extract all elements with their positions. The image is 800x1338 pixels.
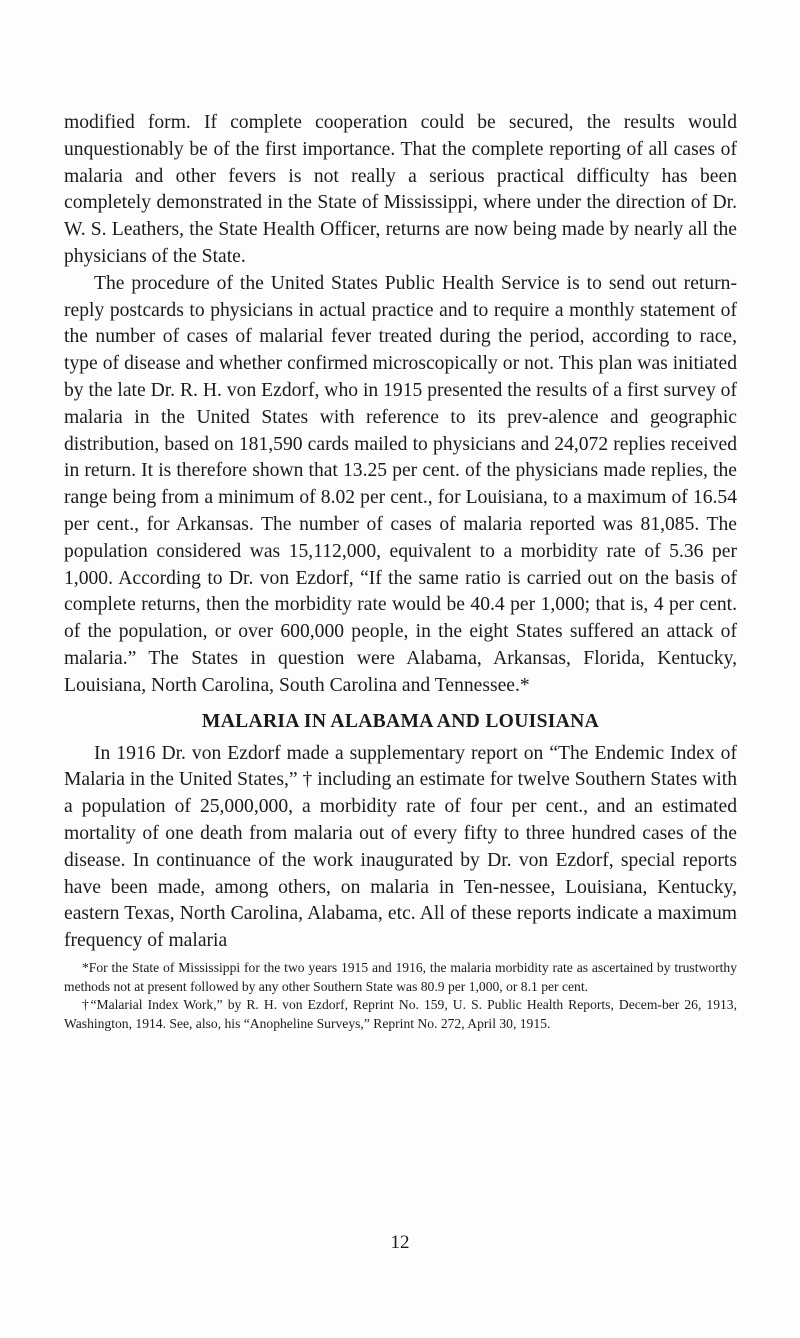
paragraph-alabama-louisiana: In 1916 Dr. von Ezdorf made a supplementary report on “The Endemic Index of Malaria in the United States,” † including an estimate for twelve Southern States with a population of 25,000,000, a morbidity rate of four per cent., and an estimated mortality of one death from malaria out of every fifty to three hundred cases of the disease. In continuance of the work inaugurated by Dr. von Ezdorf, special reports have been made, among others, on malaria in Ten-nessee, Louisiana, Kentucky, eastern Texas, North Carolina, Alabama, etc. All of these reports indicate a maximum frequency of malaria [64,742,737,952]
document-page [64,110,737,1033]
paragraph-opening: modified form. If complete cooperation could be secured, the results would unquestionably be of the first importance. That the complete reporting of all cases of malaria and other fevers is not really a serious practical difficulty has been completely demonstrated in the State of Mississippi, where under the direction of Dr. W. S. Leathers, the State Health Officer, returns are now being made by nearly all the physicians of the State. [64,112,737,267]
paragraph-procedure: The procedure of the United States Public Health Service is to send out return-reply postcards to physicians in actual practice and to require a monthly statement of the number of cases of malarial fever treated during the period, according to race, type of disease and whether confirmed microscopically or not. This plan was initiated by the late Dr. R. H. von Ezdorf, who in 1915 presented the results of a first survey of malaria in the United States with reference to its prev-alence and geographic distribution, based on 181,590 cards mailed to physicians and 24,072 replies received in return. It is therefore shown that 13.25 per cent. of the physicians made replies, the range being from a minimum of 8.02 per cent., for Louisiana, to a maximum of 16.54 per cent., for Arkansas. The number of cases of malaria reported was 81,085. The population considered was 15,112,000, equivalent to a morbidity rate of 5.36 per 1,000. According to Dr. von Ezdorf, “If the same ratio is carried out on the basis of complete returns, then the morbidity rate would be 40.4 per 1,000; that is, 4 per cent. of the population, or over 600,000 people, in the eight States suffered an attack of malaria.” The States in question were Alabama, Arkansas, Florida, Kentucky, Louisiana, North Carolina, South Carolina and Tennessee.* [64,272,737,696]
footnotes [64,959,737,1033]
footnote-dagger: †“Malarial Index Work,” by R. H. von Ezdorf, Reprint No. 159, U. S. Public Health Reports, Decem-ber 26, 1913, Washington, 1914. See, also, his “Anopheline Surveys,” Reprint No. 272, April 30, 1915. [64,997,737,1031]
page-number: 12 [390,1232,410,1253]
section-heading: MALARIA IN ALABAMA AND LOUISIANA [201,710,600,732]
footnote-star: *For the State of Mississippi for the two years 1915 and 1916, the malaria morbidity rate as ascertained by trustworthy methods not at present followed by any other Southern State was 80.9 per 1,000, or 8.1 per cent. [64,959,737,994]
